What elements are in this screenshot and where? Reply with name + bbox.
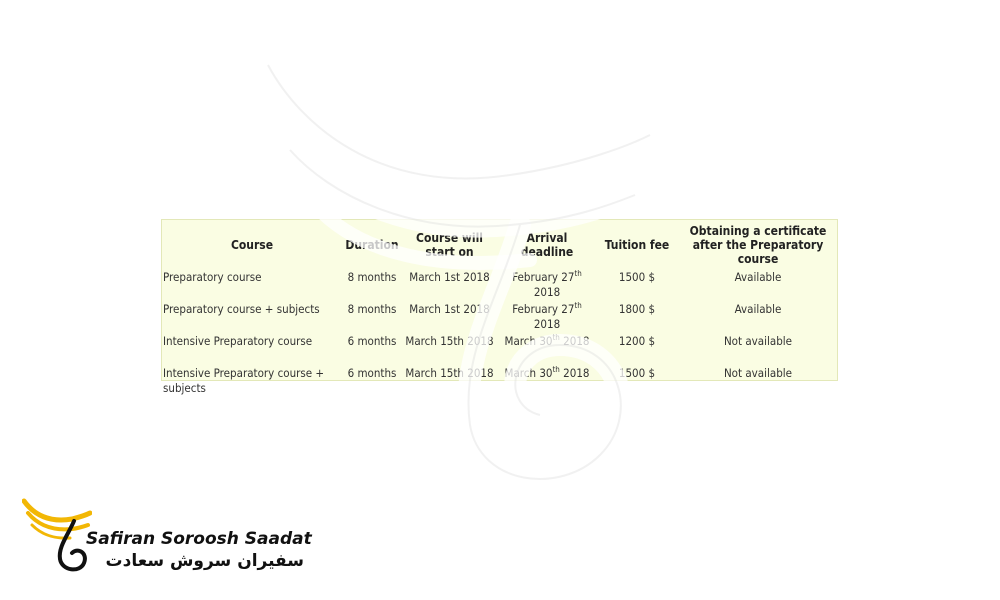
cell-duration: 8 months xyxy=(347,270,397,284)
cell-course: Intensive Preparatory course + subjects xyxy=(163,366,325,395)
cell-deadline xyxy=(497,364,597,396)
course-table-container xyxy=(161,219,838,395)
deadline-year: 2018 xyxy=(533,317,561,331)
course-table xyxy=(162,220,839,396)
cell-duration: 6 months xyxy=(347,334,397,348)
cell-certificate: Not available xyxy=(723,366,793,380)
cell-fee: 1500 $ xyxy=(618,270,656,284)
cell-start: March 15th 2018 xyxy=(405,366,494,380)
cell-duration: 6 months xyxy=(347,366,397,380)
cell-certificate: Not available xyxy=(723,334,793,348)
deadline-ordinal: th xyxy=(574,301,582,311)
table-header-row xyxy=(162,220,839,268)
cell-certificate: Available xyxy=(734,270,782,284)
cell-course: Intensive Preparatory course xyxy=(163,334,313,348)
cell-deadline xyxy=(497,332,597,364)
deadline-text: February 27 xyxy=(512,302,575,316)
cell-certificate: Available xyxy=(734,302,782,316)
deadline-text: March 30 xyxy=(504,334,553,348)
header-start: Course will start on xyxy=(416,231,483,259)
header-certificate: Obtaining a certificate after the Preparatory course xyxy=(689,224,827,266)
deadline-ordinal: th xyxy=(552,365,560,375)
cell-course: Preparatory course + subjects xyxy=(163,302,320,316)
table-row xyxy=(162,300,839,332)
table-row xyxy=(162,364,839,396)
table-row xyxy=(162,332,839,364)
cell-duration: 8 months xyxy=(347,302,397,316)
deadline-year: 2018 xyxy=(559,366,590,380)
logo-name-persian: سفیران سروش سعادت xyxy=(105,551,304,571)
cell-start: March 15th 2018 xyxy=(405,334,494,348)
swan-wing-logo-icon xyxy=(22,495,92,575)
cell-course: Preparatory course xyxy=(163,270,262,284)
logo-name-english: Safiran Soroosh Saadat xyxy=(86,529,312,549)
header-course: Course xyxy=(230,238,274,252)
header-fee: Tuition fee xyxy=(604,238,670,252)
deadline-year: 2018 xyxy=(533,285,561,299)
header-deadline: Arrival deadline xyxy=(520,231,574,259)
deadline-text: February 27 xyxy=(512,270,575,284)
cell-deadline xyxy=(497,300,597,332)
cell-start: March 1st 2018 xyxy=(409,270,490,284)
header-duration: Duration xyxy=(345,238,399,252)
cell-fee: 1800 $ xyxy=(618,302,656,316)
deadline-text: March 30 xyxy=(504,366,553,380)
deadline-year: 2018 xyxy=(559,334,590,348)
deadline-ordinal: th xyxy=(552,333,560,343)
deadline-ordinal: th xyxy=(574,269,582,279)
cell-deadline xyxy=(497,268,597,300)
cell-fee: 1500 $ xyxy=(618,366,656,380)
cell-start: March 1st 2018 xyxy=(409,302,490,316)
cell-fee: 1200 $ xyxy=(618,334,656,348)
company-logo xyxy=(22,495,312,575)
table-row xyxy=(162,268,839,300)
